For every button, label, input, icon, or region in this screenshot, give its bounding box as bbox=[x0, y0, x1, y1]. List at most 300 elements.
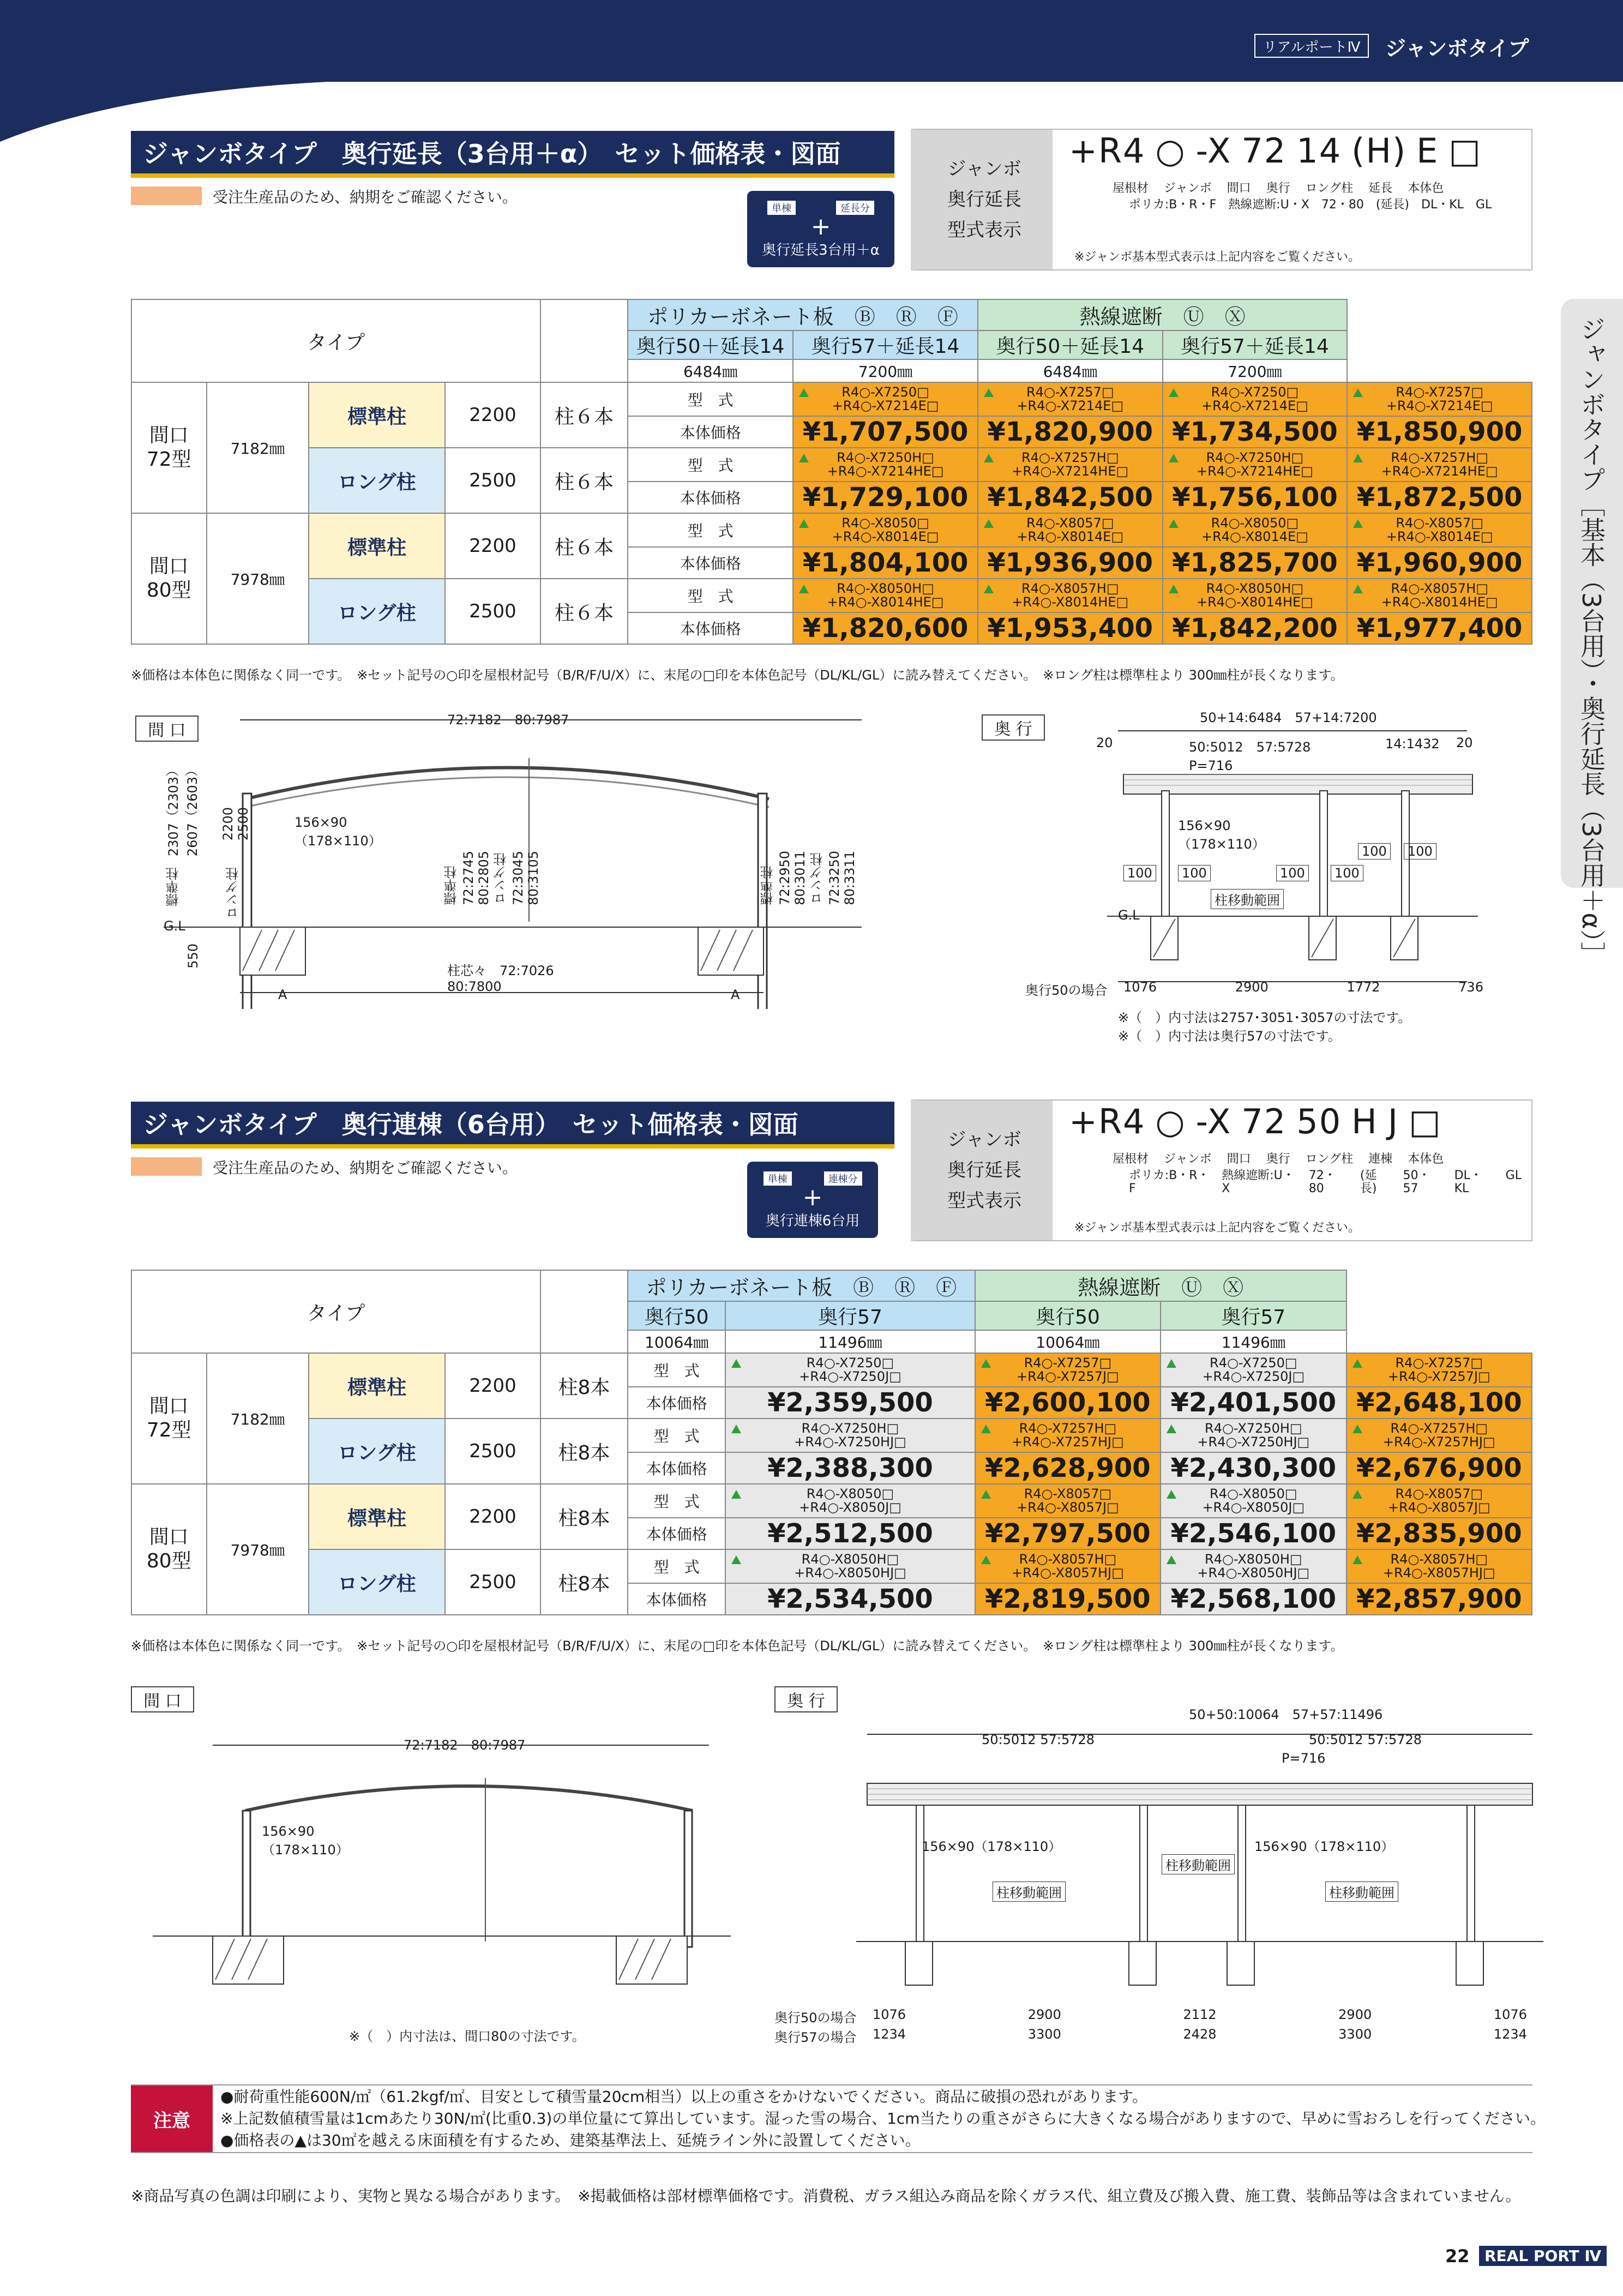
price-cell: ¥1,842,500 bbox=[978, 482, 1163, 513]
triangle-icon bbox=[799, 454, 809, 462]
table-cell: R4○-X7257□ bbox=[1395, 1355, 1483, 1371]
icon-label-a: 単棟 bbox=[767, 201, 796, 215]
post-height: 2500 bbox=[445, 1419, 540, 1484]
frontage-width: 7182㎜ bbox=[207, 1353, 309, 1484]
model-cell bbox=[978, 382, 1163, 416]
front-post-long: ロング柱 bbox=[226, 867, 241, 919]
price-cell: ¥2,388,300 bbox=[725, 1452, 975, 1484]
model-code-sub2: ポリカ:B・R・F 熱線遮断:U・X 72・80 (延長) DL・KL GL bbox=[1129, 198, 1492, 212]
price-cell: ¥1,820,600 bbox=[793, 612, 978, 644]
post-type: 標準柱 bbox=[309, 513, 445, 579]
post-height: 2500 bbox=[445, 1549, 540, 1615]
table-cell: +R4○-X7214HE□ bbox=[827, 464, 944, 479]
table-cell: +R4○-X8014HE□ bbox=[1381, 594, 1498, 610]
post-type: ロング柱 bbox=[309, 579, 445, 644]
table-cell: R4○-X8057H□ bbox=[1391, 581, 1488, 596]
section2-banner: ジャンボタイプ 奥行連棟（6台用） セット価格表・図面 bbox=[131, 1102, 894, 1149]
table-cell: R4○-X8050□ bbox=[1211, 515, 1299, 531]
price-cell: ¥2,797,500 bbox=[975, 1518, 1161, 1549]
frontage-type: 間口 80型 bbox=[131, 1484, 207, 1615]
front-note-2: ※（ ）内寸法は、間口80の寸法です。 bbox=[349, 2029, 585, 2044]
price-cell: ¥2,430,300 bbox=[1161, 1452, 1346, 1484]
frontage-type: 間口 80型 bbox=[131, 513, 207, 644]
model-cell bbox=[1347, 1419, 1532, 1452]
triangle-icon bbox=[731, 1359, 741, 1368]
triangle-icon bbox=[1352, 1490, 1362, 1499]
model-cell bbox=[725, 1419, 975, 1452]
poly-header: ポリカーボネート板 Ⓑ Ⓡ Ⓕ bbox=[628, 1270, 975, 1301]
table-cell: R4○-X7257□ bbox=[1396, 384, 1483, 400]
price-cell: ¥1,820,900 bbox=[978, 416, 1163, 448]
type-header: タイプ bbox=[131, 1270, 540, 1353]
price-cell: ¥2,359,500 bbox=[725, 1387, 975, 1419]
depth-beam-2b: 156×90（178×110） bbox=[1254, 1839, 1394, 1854]
price-cell: ¥1,734,500 bbox=[1163, 416, 1348, 448]
model-cell bbox=[1163, 513, 1348, 547]
depth-move-2c: 柱移動範囲 bbox=[1325, 1882, 1398, 1902]
price-label: 本体価格 bbox=[628, 482, 793, 513]
depth-pitch-2: P=716 bbox=[1282, 1751, 1326, 1766]
frontage-width: 7182㎜ bbox=[207, 382, 309, 513]
bottom-note: ※商品写真の色調は印刷により、実物と異なる場合があります。 ※掲載価格は部材標準価格です。消費税、ガラス組込み商品を除くガラス代、組立費及び搬入費、施工費、装飾品等は含まれていません。 bbox=[131, 2187, 1521, 2205]
front-pitch: 柱芯々 72:7026 80:7800 bbox=[447, 963, 554, 994]
triangle-icon bbox=[1167, 1425, 1176, 1433]
model-cell bbox=[978, 448, 1163, 482]
triangle-icon bbox=[1169, 454, 1179, 462]
col-length: 6484㎜ bbox=[628, 359, 793, 382]
page-brand: REAL PORT Ⅳ bbox=[1479, 2246, 1607, 2266]
front-view-label-2: 間 口 bbox=[131, 1686, 194, 1712]
model-label: 型 式 bbox=[628, 1549, 725, 1583]
price-cell: ¥1,850,900 bbox=[1347, 416, 1532, 448]
price-cell: ¥1,804,100 bbox=[793, 547, 978, 579]
price-cell: ¥1,872,500 bbox=[1347, 482, 1532, 513]
table-cell: +R4○-X7250HJ□ bbox=[1197, 1434, 1310, 1450]
table-cell: +R4○-X7257J□ bbox=[1017, 1369, 1119, 1384]
triangle-icon bbox=[1352, 1359, 1362, 1368]
col-length: 6484㎜ bbox=[978, 359, 1163, 382]
depth-beam: 156×90 （178×110） bbox=[1178, 818, 1265, 852]
triangle-icon bbox=[1167, 1490, 1176, 1499]
model-cell bbox=[793, 579, 978, 612]
header-title: ジャンボタイプ bbox=[1385, 37, 1529, 61]
price-cell: ¥2,512,500 bbox=[725, 1518, 975, 1549]
front-post-std: 標準柱 bbox=[166, 867, 181, 906]
model-cell bbox=[1161, 1353, 1346, 1387]
table-cell: R4○-X8050□ bbox=[806, 1486, 894, 1501]
table-cell: R4○-X7257H□ bbox=[1391, 450, 1488, 465]
table-cell: +R4○-X8057HJ□ bbox=[1011, 1565, 1124, 1580]
table-cell: +R4○-X8014E□ bbox=[832, 529, 939, 544]
price-label: 本体価格 bbox=[628, 612, 793, 644]
triangle-icon bbox=[981, 1490, 991, 1499]
triangle-icon bbox=[731, 1425, 741, 1433]
table-cell: +R4○-X7257HJ□ bbox=[1011, 1434, 1124, 1450]
table-cell: +R4○-X8014HE□ bbox=[1012, 594, 1129, 610]
table-cell: +R4○-X7214E□ bbox=[1386, 398, 1493, 413]
table-cell: R4○-X7250H□ bbox=[1206, 450, 1304, 465]
notice-line-2: ※上記数値積雪量は1cmあたり30N/㎡(比重0.3)の単位量にて算出しています。湿った雪の場合、1cm当たりの重さがさらに大きくなる場合がありますので、早めに雪おろしを行ってください。 bbox=[220, 2109, 1546, 2127]
table2-footnote: ※価格は本体色に関係なく同一です。 ※セット記号の○印を屋根材記号（B/R/F/U/X）に、末尾の□印を本体色記号（DL/KL/GL）に読み替えてください。 ※ロング柱は標準柱より 300㎜柱が長くなります。 bbox=[131, 1638, 1344, 1654]
price-cell: ¥1,960,900 bbox=[1347, 547, 1532, 579]
price-label: 本体価格 bbox=[628, 416, 793, 448]
table-cell: R4○-X7250□ bbox=[1211, 384, 1299, 400]
model-cell bbox=[1347, 1549, 1532, 1583]
side-tab-label: ジャンボタイプ［基本（3台用）・奥行延長（3台用＋α）］ bbox=[1577, 316, 1606, 967]
front-dim-left: 2307（2303） 2607（2603） bbox=[166, 764, 200, 857]
model-code-label: ジャンボ 奥行延長 型式表示 bbox=[916, 130, 1053, 269]
table-cell: +R4○-X8050J□ bbox=[799, 1500, 901, 1515]
table-cell: +R4○-X8050HJ□ bbox=[794, 1565, 906, 1580]
heat-header: 熱線遮断 Ⓤ Ⓧ bbox=[975, 1270, 1347, 1301]
price-cell: ¥1,825,700 bbox=[1163, 547, 1348, 579]
table-cell: +R4○-X7214HE□ bbox=[1196, 464, 1313, 479]
front-a-left: A bbox=[278, 987, 287, 1002]
table-cell: +R4○-X7214E□ bbox=[1017, 398, 1124, 413]
depth-view-label-2: 奥 行 bbox=[774, 1686, 838, 1712]
table-cell: R4○-X8050H□ bbox=[1206, 581, 1304, 596]
post-count: 柱8本 bbox=[540, 1419, 628, 1484]
model-cell bbox=[1161, 1549, 1346, 1583]
depth-100-a: 100 bbox=[1123, 865, 1156, 881]
depth-100-d: 100 bbox=[1331, 865, 1363, 881]
table-cell: R4○-X8050□ bbox=[841, 515, 929, 531]
table-cell: R4○-X7250□ bbox=[1210, 1355, 1297, 1371]
table-cell: +R4○-X8014E□ bbox=[1201, 529, 1308, 544]
price-label: 本体価格 bbox=[628, 1518, 725, 1549]
notice-line-3: ●価格表の▲は30㎡を越える床面積を有するため、建築基準法上、延焼ライン外に設置してください。 bbox=[220, 2131, 921, 2149]
triangle-icon bbox=[1353, 519, 1363, 528]
price-label: 本体価格 bbox=[628, 1583, 725, 1615]
table-cell: +R4○-X8050HJ□ bbox=[1197, 1565, 1310, 1580]
model-cell bbox=[793, 448, 978, 482]
model-code-label-2: ジャンボ 奥行延長 型式表示 bbox=[916, 1101, 1053, 1240]
post-height: 2500 bbox=[445, 579, 540, 644]
col-header: 奥行50＋延長14 bbox=[978, 330, 1163, 359]
model-cell bbox=[1347, 513, 1532, 547]
triangle-icon bbox=[1167, 1555, 1176, 1564]
col-header: 奥行50 bbox=[628, 1301, 725, 1330]
table1-footnote: ※価格は本体色に関係なく同一です。 ※セット記号の○印を屋根材記号（B/R/F/U/X）に、末尾の□印を本体色記号（DL/KL/GL）に読み替えてください。 ※ロング柱は標準柱より 300㎜柱が長くなります。 bbox=[131, 668, 1344, 683]
table-cell: R4○-X8057□ bbox=[1396, 515, 1483, 531]
notice-line-1: ●耐荷重性能600N/㎡（61.2kgf/㎡、目安として積雪量20cm相当）以上の重さをかけないでください。商品に破損の恐れがあります。 bbox=[220, 2088, 1147, 2106]
price-cell: ¥1,756,100 bbox=[1163, 482, 1348, 513]
model-code-sub: 屋根材 ジャンボ 間口 奥行 ロング柱 延長 本体色 bbox=[1113, 182, 1444, 195]
table-cell: +R4○-X8014E□ bbox=[1017, 529, 1124, 544]
col-length: 7200㎜ bbox=[793, 359, 978, 382]
post-count: 柱8本 bbox=[540, 1353, 628, 1419]
triangle-icon bbox=[1352, 1555, 1362, 1564]
table-cell: R4○-X8057□ bbox=[1026, 515, 1114, 531]
post-count: 柱６本 bbox=[540, 513, 628, 579]
table-cell: R4○-X8057H□ bbox=[1021, 581, 1119, 596]
model-cell bbox=[1161, 1484, 1346, 1518]
front-550: 550 bbox=[185, 943, 201, 969]
depth-move-range: 柱移動範囲 bbox=[1211, 889, 1284, 909]
frontage-width: 7978㎜ bbox=[207, 513, 309, 644]
model-cell bbox=[1347, 382, 1532, 416]
post-height: 2200 bbox=[445, 382, 540, 448]
model-cell bbox=[725, 1353, 975, 1387]
table-cell: R4○-X8050□ bbox=[1210, 1486, 1297, 1501]
type-header: タイプ bbox=[131, 299, 540, 382]
price-cell: ¥1,707,500 bbox=[793, 416, 978, 448]
model-code-2: +R4 ○ -X 72 50 H J □ bbox=[1069, 1102, 1442, 1141]
table-cell: R4○-X8057H□ bbox=[1019, 1552, 1117, 1567]
depth-100-e: 100 bbox=[1358, 843, 1391, 860]
price-label: 本体価格 bbox=[628, 547, 793, 579]
depth-sub: 50:5012 57:5728 bbox=[1189, 740, 1311, 755]
model-cell bbox=[975, 1419, 1161, 1452]
depth-100-c: 100 bbox=[1276, 865, 1309, 881]
post-type: 標準柱 bbox=[309, 1484, 445, 1549]
triangle-icon bbox=[1167, 1359, 1176, 1368]
post-height: 2200 bbox=[445, 1484, 540, 1549]
col-header: 奥行57＋延長14 bbox=[1163, 330, 1348, 359]
post-height: 2200 bbox=[445, 1353, 540, 1419]
table-cell: +R4○-X8014HE□ bbox=[827, 594, 944, 610]
linked-icon: 単棟 連棟分 + 奥行連棟6台用 bbox=[747, 1162, 878, 1238]
post-type: 標準柱 bbox=[309, 382, 445, 448]
heat-header: 熱線遮断 Ⓤ Ⓧ bbox=[978, 299, 1347, 330]
made-to-order-swatch bbox=[131, 187, 202, 205]
made-to-order-note-2: 受注生産品のため、納期をご確認ください。 bbox=[213, 1159, 518, 1177]
model-cell bbox=[1163, 382, 1348, 416]
front-view-drawing-2 bbox=[131, 1729, 764, 2002]
table-cell: +R4○-X8050J□ bbox=[1202, 1500, 1305, 1515]
col-length: 11496㎜ bbox=[725, 1330, 975, 1353]
series-tag: リアルポートⅣ bbox=[1254, 34, 1369, 58]
price-cell: ¥2,534,500 bbox=[725, 1583, 975, 1615]
col-length: 7200㎜ bbox=[1163, 359, 1348, 382]
model-code-sub2-2: ポリカ:B・R・F 熱線遮断:U・X 72・80 (延長) 50・57 DL・KL GL bbox=[1129, 1169, 1522, 1195]
post-type: ロング柱 bbox=[309, 1549, 445, 1615]
table-cell bbox=[540, 299, 628, 382]
table-cell: R4○-X7257H□ bbox=[1021, 450, 1119, 465]
model-cell bbox=[1347, 1353, 1532, 1387]
model-cell bbox=[793, 513, 978, 547]
post-type: ロング柱 bbox=[309, 448, 445, 513]
depth-view-drawing-2 bbox=[845, 1712, 1554, 2051]
post-count: 柱8本 bbox=[540, 1484, 628, 1549]
depth-row: 1076 2900 1772 736 bbox=[1123, 979, 1483, 995]
price-cell: ¥2,568,100 bbox=[1161, 1583, 1346, 1615]
table-cell: +R4○-X8057J□ bbox=[1387, 1500, 1490, 1515]
model-code-note-2: ※ジャンボ基本型式表示は上記内容をご覧ください。 bbox=[1074, 1221, 1360, 1235]
front-dim-center: 標準柱 72:2745 80:2805 ロング柱 72:3045 80:3105 bbox=[444, 851, 541, 905]
model-cell bbox=[975, 1353, 1161, 1387]
table-cell: R4○-X7257□ bbox=[1026, 384, 1114, 400]
model-cell bbox=[725, 1549, 975, 1583]
triangle-icon bbox=[1352, 1425, 1362, 1433]
model-cell bbox=[1163, 448, 1348, 482]
depth-beam-2a: 156×90（178×110） bbox=[922, 1839, 1062, 1854]
model-code-note: ※ジャンボ基本型式表示は上記内容をご覧ください。 bbox=[1074, 250, 1360, 264]
depth-100-b: 100 bbox=[1178, 865, 1211, 881]
model-label: 型 式 bbox=[628, 513, 793, 547]
table-cell: +R4○-X7214E□ bbox=[1201, 398, 1308, 413]
triangle-icon bbox=[799, 388, 809, 397]
poly-header: ポリカーボネート板 Ⓑ Ⓡ Ⓕ bbox=[628, 299, 978, 330]
depth50-row: 1076 2900 2112 2900 1076 bbox=[873, 2007, 1527, 2022]
triangle-icon bbox=[984, 519, 994, 528]
page-number: 22 bbox=[1445, 2246, 1470, 2267]
model-label: 型 式 bbox=[628, 448, 793, 482]
triangle-icon bbox=[799, 519, 809, 528]
table-cell: +R4○-X7214HE□ bbox=[1012, 464, 1129, 479]
price-table-2 bbox=[131, 1270, 1532, 1615]
depth-total: 50+14:6484 57+14:7200 bbox=[1200, 710, 1377, 725]
front-dim-top: 72:7182 80:7987 bbox=[447, 712, 569, 728]
price-cell: ¥2,835,900 bbox=[1347, 1518, 1532, 1549]
post-count: 柱６本 bbox=[540, 579, 628, 644]
depth-ext: 14:1432 bbox=[1385, 736, 1440, 752]
price-cell: ¥2,600,100 bbox=[975, 1387, 1161, 1419]
table-cell: +R4○-X8057HJ□ bbox=[1382, 1565, 1495, 1580]
made-to-order-swatch-2 bbox=[131, 1157, 202, 1176]
model-label: 型 式 bbox=[628, 1419, 725, 1452]
price-cell: ¥2,546,100 bbox=[1161, 1518, 1346, 1549]
table-cell: R4○-X7257H□ bbox=[1019, 1421, 1117, 1436]
model-cell bbox=[1347, 1484, 1532, 1518]
model-code: +R4 ○ -X 72 14 (H) E □ bbox=[1069, 131, 1482, 171]
price-cell: ¥2,676,900 bbox=[1347, 1452, 1532, 1484]
col-length: 11496㎜ bbox=[1161, 1330, 1346, 1353]
depth57-row: 1234 3300 2428 3300 1234 bbox=[873, 2027, 1527, 2042]
model-cell bbox=[1347, 448, 1532, 482]
table-cell: R4○-X7250H□ bbox=[1205, 1421, 1302, 1436]
col-length: 10064㎜ bbox=[975, 1330, 1161, 1353]
triangle-icon bbox=[981, 1359, 991, 1368]
triangle-icon bbox=[984, 454, 994, 462]
price-cell: ¥1,953,400 bbox=[978, 612, 1163, 644]
depth57-label: 奥行57の場合 bbox=[774, 2030, 857, 2045]
triangle-icon bbox=[1353, 388, 1363, 397]
table-cell: R4○-X7250H□ bbox=[837, 450, 934, 465]
triangle-icon bbox=[984, 585, 994, 593]
triangle-icon bbox=[981, 1555, 991, 1564]
model-label: 型 式 bbox=[628, 579, 793, 612]
triangle-icon bbox=[1169, 519, 1179, 528]
table-cell: R4○-X7257H□ bbox=[1390, 1421, 1488, 1436]
col-header: 奥行50 bbox=[975, 1301, 1161, 1330]
depth-100-f: 100 bbox=[1404, 843, 1436, 860]
triangle-icon bbox=[981, 1425, 991, 1433]
model-cell bbox=[1347, 579, 1532, 612]
table-cell bbox=[540, 1270, 628, 1353]
post-type: ロング柱 bbox=[309, 1419, 445, 1484]
table-cell: R4○-X7257□ bbox=[1024, 1355, 1112, 1371]
front-dim-left2: 2200 2500 bbox=[220, 807, 251, 841]
triangle-icon bbox=[731, 1555, 741, 1564]
triangle-icon bbox=[1169, 388, 1179, 397]
depth-total-2: 50+50:10064 57+57:11496 bbox=[1189, 1707, 1383, 1722]
model-label: 型 式 bbox=[628, 1484, 725, 1518]
price-cell: ¥2,819,500 bbox=[975, 1583, 1161, 1615]
frontage-type: 間口 72型 bbox=[131, 1353, 207, 1484]
table-cell: +R4○-X7257J□ bbox=[1387, 1369, 1490, 1384]
front-dim-top-2: 72:7182 80:7987 bbox=[404, 1738, 526, 1753]
table-cell: +R4○-X7250HJ□ bbox=[794, 1434, 906, 1450]
col-header: 奥行57 bbox=[1161, 1301, 1346, 1330]
depth-note2: ※（ ）内寸法は奥行57の寸法です。 bbox=[1118, 1029, 1341, 1044]
price-cell: ¥2,857,900 bbox=[1347, 1583, 1532, 1615]
table-cell: +R4○-X7257HJ□ bbox=[1382, 1434, 1495, 1450]
post-count: 柱６本 bbox=[540, 382, 628, 448]
price-cell: ¥2,648,100 bbox=[1347, 1387, 1532, 1419]
col-header: 奥行57＋延長14 bbox=[793, 330, 978, 359]
price-cell: ¥1,729,100 bbox=[793, 482, 978, 513]
depth-gl: G.L bbox=[1118, 907, 1140, 923]
price-cell: ¥1,842,200 bbox=[1163, 612, 1348, 644]
triangle-icon bbox=[731, 1490, 741, 1499]
depth-20-left: 20 bbox=[1096, 735, 1113, 750]
frontage-width: 7978㎜ bbox=[207, 1484, 309, 1615]
table-cell: +R4○-X8014E□ bbox=[1386, 529, 1493, 544]
price-cell: ¥1,936,900 bbox=[978, 547, 1163, 579]
table-cell: R4○-X8057□ bbox=[1024, 1486, 1112, 1501]
table-cell: R4○-X8057□ bbox=[1395, 1486, 1483, 1501]
model-cell bbox=[793, 382, 978, 416]
notice-label: 注意 bbox=[131, 2084, 213, 2153]
table-cell: +R4○-X7250J□ bbox=[1202, 1369, 1305, 1384]
price-cell: ¥2,401,500 bbox=[1161, 1387, 1346, 1419]
model-cell bbox=[978, 579, 1163, 612]
front-beam-dim: 156×90 （178×110） bbox=[294, 815, 382, 849]
frontage-type: 間口 72型 bbox=[131, 382, 207, 513]
post-type: 標準柱 bbox=[309, 1353, 445, 1419]
table-cell: R4○-X8050H□ bbox=[801, 1552, 899, 1567]
depth50-label: 奥行50の場合 bbox=[774, 2010, 857, 2025]
post-count: 柱６本 bbox=[540, 448, 628, 513]
model-cell bbox=[975, 1549, 1161, 1583]
model-cell bbox=[978, 513, 1163, 547]
price-cell: ¥2,628,900 bbox=[975, 1452, 1161, 1484]
depth-view-label: 奥 行 bbox=[982, 714, 1045, 741]
table-cell: R4○-X7250H□ bbox=[801, 1421, 899, 1436]
col-header: 奥行50＋延長14 bbox=[628, 330, 793, 359]
depth-pitch: P=716 bbox=[1189, 758, 1233, 773]
table-cell: +R4○-X7214HE□ bbox=[1381, 464, 1498, 479]
icon-plus: + bbox=[810, 213, 831, 241]
model-label: 型 式 bbox=[628, 1353, 725, 1387]
front-beam-2: 156×90 （178×110） bbox=[262, 1824, 349, 1858]
model-cell bbox=[725, 1484, 975, 1518]
table-cell: R4○-X7250□ bbox=[841, 384, 929, 400]
section1-banner: ジャンボタイプ 奥行延長（3台用＋α） セット価格表・図面 bbox=[131, 131, 894, 178]
depth-20-right: 20 bbox=[1456, 735, 1473, 750]
table-cell: +R4○-X7214E□ bbox=[832, 398, 939, 413]
col-length: 10064㎜ bbox=[628, 1330, 725, 1353]
triangle-icon bbox=[984, 388, 994, 397]
triangle-icon bbox=[1169, 585, 1179, 593]
table-cell: +R4○-X7250J□ bbox=[799, 1369, 901, 1384]
triangle-icon bbox=[1353, 585, 1363, 593]
col-header: 奥行57 bbox=[725, 1301, 975, 1330]
header-curve bbox=[0, 0, 327, 142]
icon-caption: 奥行延長3台用＋α bbox=[762, 242, 880, 259]
table-cell: R4○-X8050H□ bbox=[1205, 1552, 1302, 1567]
price-cell: ¥1,977,400 bbox=[1347, 612, 1532, 644]
table-cell: R4○-X8057H□ bbox=[1390, 1552, 1488, 1567]
front-dim-right: 標準柱 72:2950 80:3011 ロング柱 72:3250 80:3311 bbox=[760, 851, 857, 905]
depth-sub-2a: 50:5012 57:5728 bbox=[982, 1732, 1095, 1747]
model-cell bbox=[975, 1484, 1161, 1518]
triangle-icon bbox=[1353, 454, 1363, 462]
post-height: 2200 bbox=[445, 513, 540, 579]
depth-row-label: 奥行50の場合 bbox=[1025, 983, 1108, 998]
table-cell: R4○-X7250□ bbox=[806, 1355, 894, 1371]
